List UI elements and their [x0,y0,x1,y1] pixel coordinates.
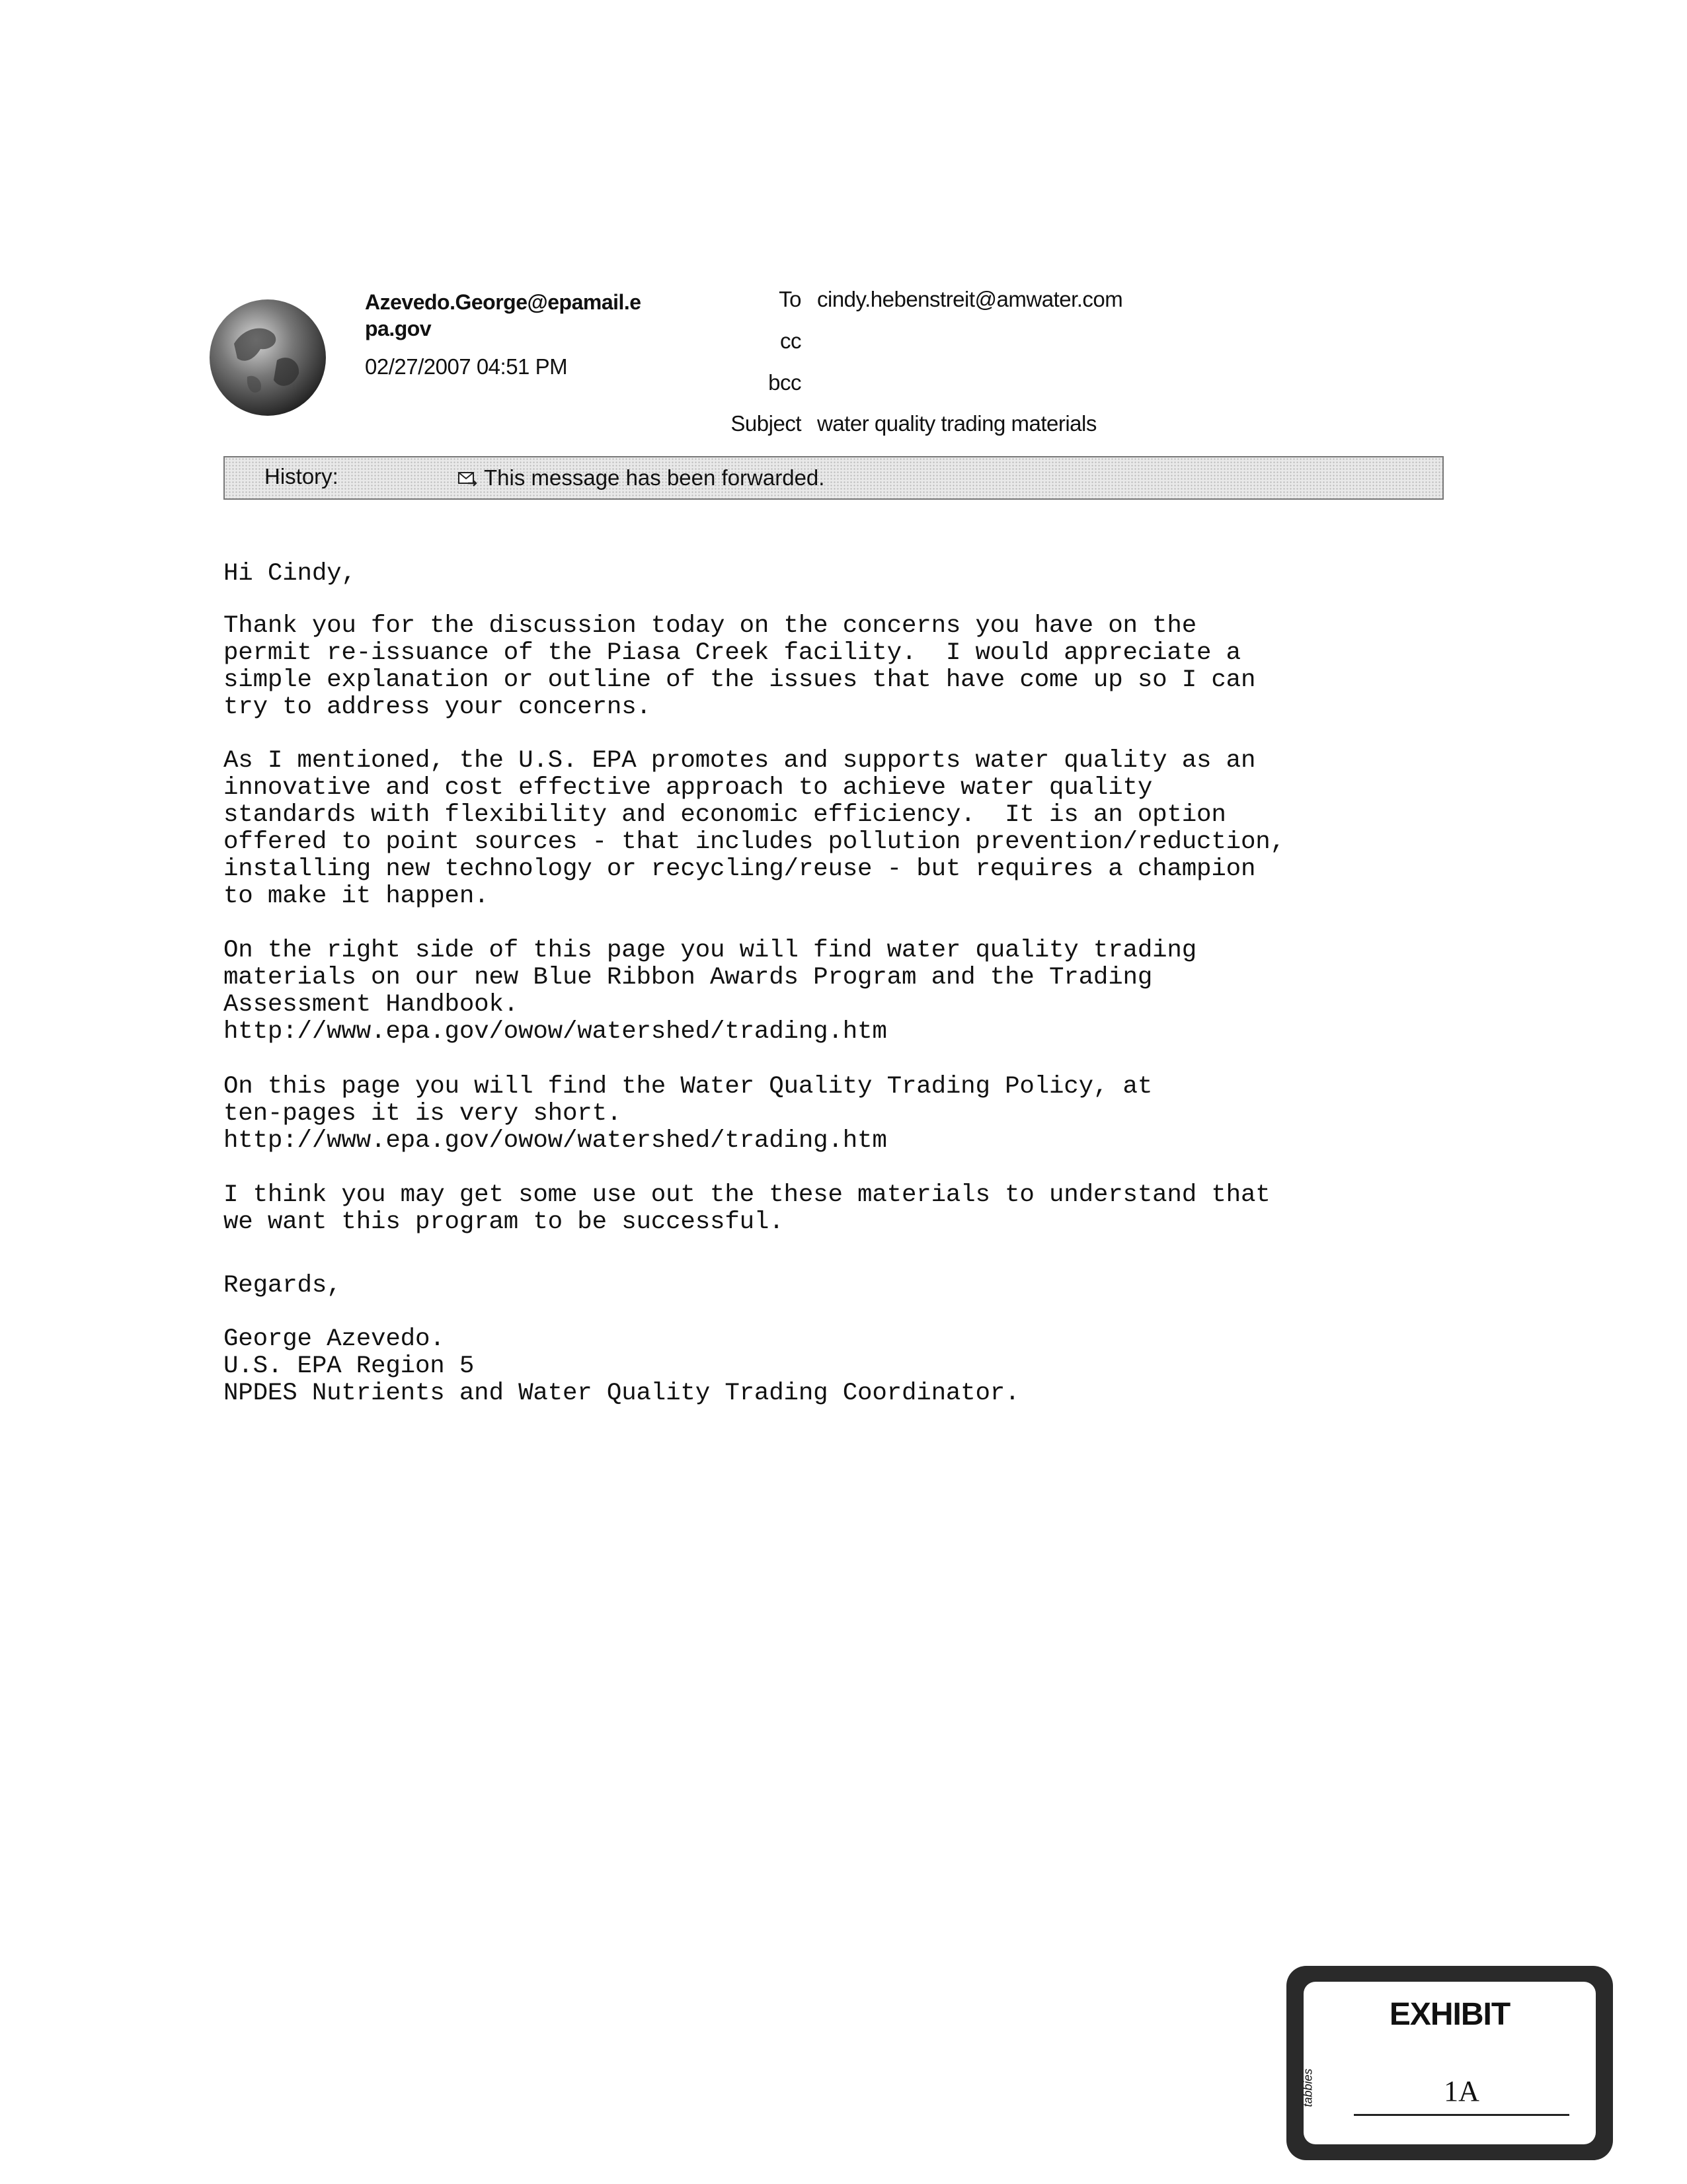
bcc-label: bcc [768,370,801,395]
exhibit-brand: tabbies [1301,2068,1315,2107]
sender-avatar [208,297,328,418]
greeting: Hi Cindy, [223,560,356,588]
exhibit-title: EXHIBIT [1389,1997,1510,2032]
sent-date: 02/27/2007 04:51 PM [365,354,568,379]
to-label: To [779,287,801,311]
sender-address-line1: Azevedo.George@epamail.e [365,290,641,314]
history-label: History: [264,464,338,488]
exhibit-sticker [1286,1966,1613,2160]
exhibit-number: 1A [1444,2075,1479,2107]
exhibit-sticker-face [1301,1982,1596,2144]
globe-icon [208,297,328,418]
exhibit-number-line [1354,2114,1569,2116]
signature-block: George Azevedo. U.S. EPA Region 5 NPDES Nutrients and Water Quality Trading Coordinator. [223,1325,1020,1407]
sender-address [365,289,641,342]
body-paragraph-5: I think you may get some use out the these materials to understand that we want this program to be successful. [223,1181,1271,1236]
history-bar [223,456,1444,500]
to-value: cindy.hebenstreit@amwater.com [817,287,1123,311]
body-paragraph-4: On this page you will find the Water Quality Trading Policy, at ten-pages it is very short. http://www.epa.gov/owow/watershed/trading.htm [223,1073,1153,1155]
sign-off: Regards, [223,1272,342,1300]
sender-address-line2: pa.gov [365,317,432,340]
body-paragraph-3: On the right side of this page you will find water quality trading materials on our new Blue Ribbon Awards Program and the Trading Assessment Handbook. http://www.epa.gov/owow/watershed/trading.htm [223,937,1197,1046]
subject-label: Subject [730,411,801,436]
cc-label: cc [780,329,801,353]
body-paragraph-2: As I mentioned, the U.S. EPA promotes and supports water quality as an innovative and cost effective approach to achieve water quality standards with flexibility and economic efficiency. It is an option offered to point sources - that includes pollution prevention/reduction, installing new technology or recycling/reuse - but requires a champion to make it happen. [223,747,1285,910]
history-text: This message has been forwarded. [484,465,825,490]
subject-value: water quality trading materials [817,411,1097,436]
body-paragraph-1: Thank you for the discussion today on the concerns you have on the permit re-issuance of the Piasa Creek facility. I would appreciate a simple explanation or outline of the issues that have come up so I can try to address your concerns. [223,612,1256,721]
forward-envelope-icon [457,469,477,488]
